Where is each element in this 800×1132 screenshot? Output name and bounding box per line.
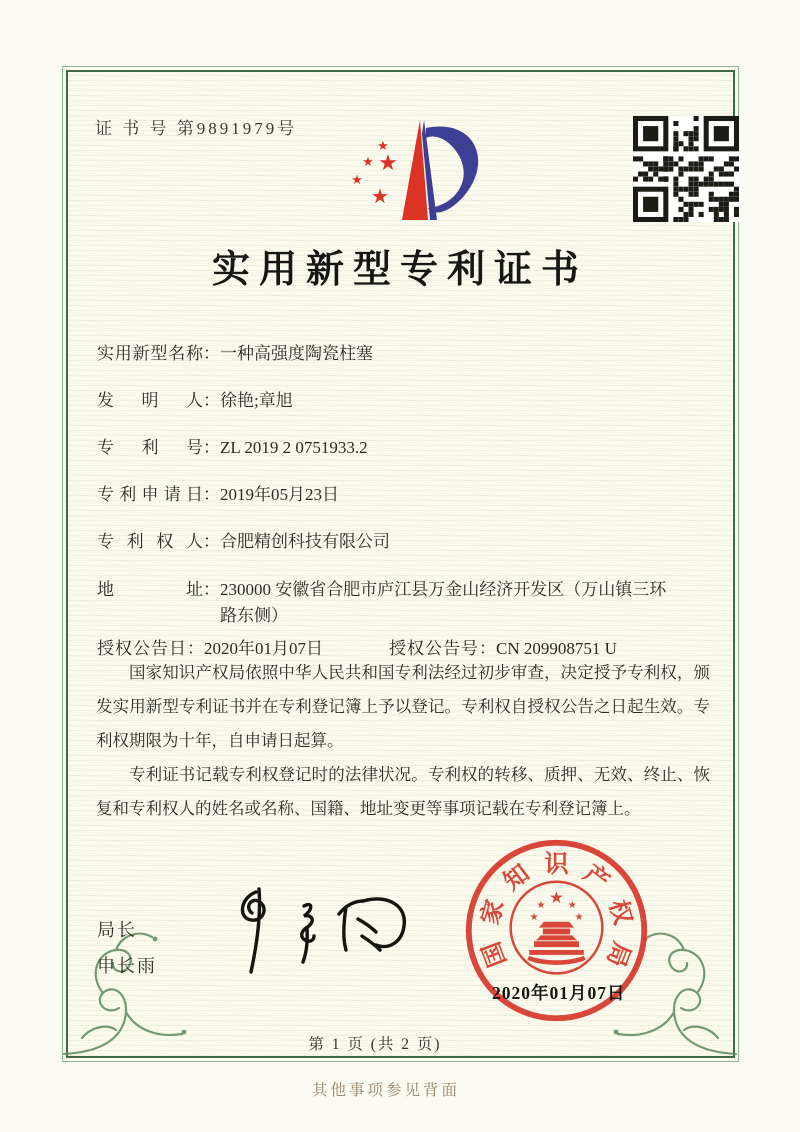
field-value: 2019年05月23日: [220, 485, 339, 504]
certificate-title: 实用新型专利证书: [211, 249, 588, 291]
svg-text:产: 产: [578, 859, 615, 896]
field-list: [97, 342, 712, 660]
field-label: 发明人: [97, 391, 203, 410]
svg-text:★: ★: [378, 150, 398, 175]
field-value: ZL 2019 2 0751933.2: [220, 438, 368, 457]
field-row-patent-no: 专利号 ： ZL 2019 2 0751933.2: [97, 436, 712, 459]
svg-text:国: 国: [477, 937, 512, 971]
cnipa-logo-icon: [336, 108, 488, 226]
svg-text:★: ★: [549, 888, 564, 908]
svg-text:家: 家: [476, 896, 510, 928]
grant-no-label: 授权公告号: [389, 639, 479, 658]
field-row-inventor: 发明人 ： 徐艳;章旭: [97, 389, 712, 412]
field-value: 徐艳;章旭: [220, 391, 293, 410]
field-value: 230000 安徽省合肥市庐江县万金山经济开发区（万山镇三环路东侧）: [220, 580, 667, 625]
field-row-address: 地址 ： 230000 安徽省合肥市庐江县万金山经济开发区（万山镇三环路东侧）: [97, 577, 712, 629]
legal-paragraph-1: 国家知识产权局依照中华人民共和国专利法经过初步审查，决定授予专利权，颁发实用新型专利证书并在专利登记簿上予以登记。专利权自授权公告之日起生效。专利权期限为十年，自申请日起算。: [96, 663, 710, 750]
grant-date-label: 授权公告日: [97, 639, 187, 658]
svg-text:★: ★: [567, 900, 577, 912]
field-row-name: 实用新型名称 ： 一种高强度陶瓷柱塞: [97, 342, 712, 365]
field-label: 专利申请日: [97, 485, 203, 504]
svg-text:★: ★: [351, 172, 363, 187]
legal-text: [96, 656, 710, 826]
svg-text:局: 局: [601, 937, 636, 971]
field-label: 专利权人: [97, 532, 203, 551]
svg-text:★: ★: [574, 911, 584, 923]
svg-text:★: ★: [529, 911, 539, 923]
field-value: 合肥精创科技有限公司: [220, 532, 390, 551]
back-side-note: 其他事项参见背面: [311, 1082, 460, 1099]
legal-paragraph-2: 专利证书记载专利权登记时的法律状况。专利权的转移、质押、无效、终止、恢复和专利权人的姓名或名称、国籍、地址变更等事项记载在专利登记簿上。: [96, 765, 710, 818]
field-value: 一种高强度陶瓷柱塞: [220, 344, 373, 363]
svg-text:知: 知: [498, 859, 535, 896]
page-number: 第 1 页 (共 2 页): [308, 1036, 442, 1053]
svg-text:★: ★: [371, 186, 389, 208]
certificate-number: 证 书 号 第9891979号: [95, 119, 298, 138]
field-row-grant: 授权公告日 ： 2020年01月07日 授权公告号 ： CN 209908751 U: [97, 639, 617, 658]
bureau-chief-name: 申长雨: [97, 956, 157, 976]
seal-date: 2020年01月07日: [492, 983, 626, 1003]
svg-text:★: ★: [362, 154, 374, 169]
field-row-patentee: 专利权人 ： 合肥精创科技有限公司: [97, 530, 712, 553]
svg-text:★: ★: [536, 900, 546, 912]
bureau-chief-title: 局长: [97, 920, 137, 940]
handwritten-signature-icon: [212, 882, 422, 980]
svg-text:识: 识: [544, 851, 569, 878]
field-label: 专利号: [97, 438, 203, 457]
qr-code: [633, 116, 739, 222]
svg-text:★: ★: [377, 138, 389, 153]
svg-text:权: 权: [603, 896, 637, 928]
grant-no-value: CN 209908751 U: [496, 639, 617, 658]
field-label: 地址: [97, 580, 203, 599]
field-label: 实用新型名称: [97, 344, 203, 363]
field-row-filing-date: 专利申请日 ： 2019年05月23日: [97, 483, 712, 506]
grant-date-value: 2020年01月07日: [204, 639, 323, 658]
